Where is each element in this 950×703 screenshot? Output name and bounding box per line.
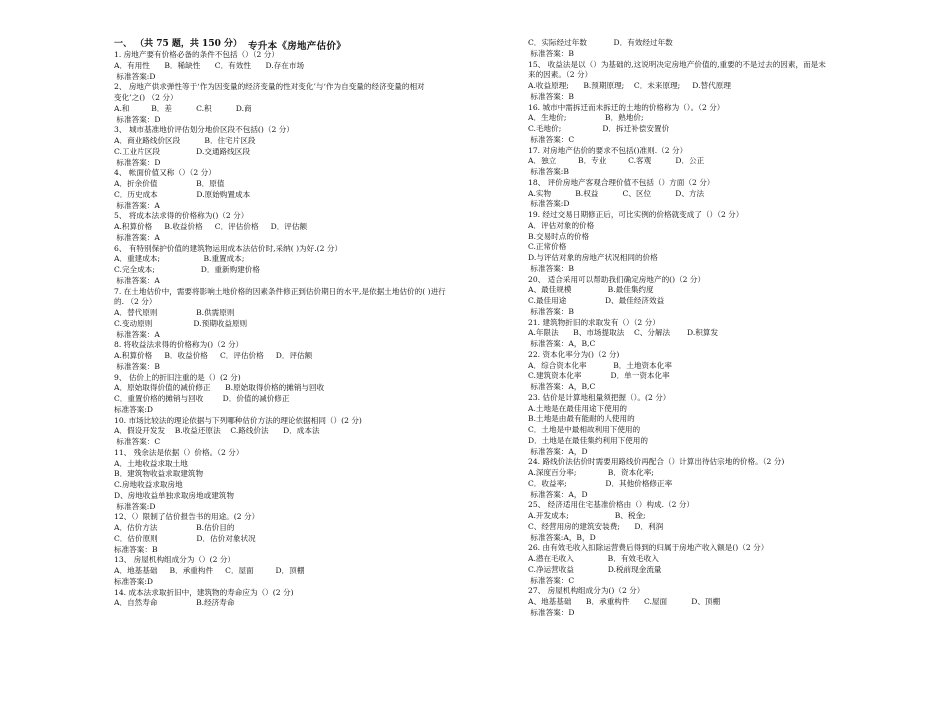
question-line: A、最佳规模 B.最佳集约度 [528, 285, 654, 295]
question-line: A．独立 B．专业 C.客观 D．公正 [528, 156, 705, 166]
right-question-list [528, 38, 848, 619]
question-line: 3、 城市基准地价评估划分地价区段不包括()（2 分） [114, 125, 294, 135]
right-column [528, 38, 848, 619]
question-line: A．原始取得价值的减价修正 B.原始取得价格的摊销与回收 [114, 383, 325, 393]
question-line: A．生地价; B．熟地价; [528, 113, 644, 123]
answer-line: 标准答案：D [528, 607, 575, 617]
question-line: A.深度百分率; B．资本化率; [528, 468, 654, 477]
answer-line: 标准答案：D [114, 114, 161, 124]
question-line: 23. 估价是计算地租量须把握（）。(2 分） [528, 392, 671, 402]
question-line: 14. 成本法求取折旧中，建筑物的寿命应为（）(2 分) [114, 587, 294, 597]
question-line: 13、 房屋机构组成分为（）(2 分） [114, 555, 236, 565]
answer-line: 标准答案:D [114, 576, 154, 586]
answer-line: 标准答案：B [528, 306, 574, 316]
question-line: A．折余价值 B．原值 [114, 179, 225, 188]
answer-line: 标准答案：B [528, 48, 574, 58]
question-line: C．实际经过年数 D．有效经过年数 [528, 38, 673, 47]
question-line: C.最佳用途 D、最佳经济效益 [528, 296, 665, 305]
answer-line: 标准答案:B [528, 167, 569, 176]
question-line: C.工业片区段 D.交通路线区段 [114, 146, 250, 156]
question-line: B．建筑物收益求取建筑物 [114, 469, 204, 479]
question-line: A.和 B．差 C.积 D.商 [114, 103, 252, 113]
question-line: C．重置价格的摊销与回收 D．价值的减价修正 [114, 394, 290, 403]
question-line: 22. 资本化率分为()（2 分) [528, 349, 620, 359]
answer-line: 标准答案：A，D [528, 446, 588, 456]
question-line: A．自然寿命 B.经济寿命 [114, 598, 235, 608]
question-line: 4、 帐面价值又称（）（2 分） [114, 168, 216, 178]
question-line: A.潜在毛收入 B．有效毛收入 [528, 554, 659, 563]
answer-line: 标准答案：B [114, 544, 158, 554]
answer-line: 标准答案：A [114, 329, 160, 339]
question-line: A．替代原则 B.供需原则 [114, 308, 235, 317]
question-line: 16. 城市中需拆迁而未拆迁的土地的价格称为（）。（2 分） [528, 102, 725, 112]
question-line: B.土地是由最有能耐的人使用的 [528, 414, 635, 424]
question-line: A、地基基础 B．承重构件 C.屋面 D、顶棚 [528, 597, 721, 606]
question-line: 12、（）限制了估价报告书的用途。(2 分） [114, 512, 260, 522]
answer-line: 标准答案：A [114, 200, 160, 210]
question-line: A.年限法 B、市场提取法 C、分解法 D.积算发 [528, 328, 719, 338]
question-line: A．综合资本化率 B．土地资本化率 [528, 360, 672, 370]
question-line: 18、 评价房地产客观合理价值不包括（）方面（2 分） [528, 177, 715, 187]
question-line: A.积算价格 B．收益价格 C．评估价格 D．评估额 [114, 351, 313, 360]
answer-line: 标准答案：D [114, 157, 161, 167]
question-line: 26. 由有效毛收入扣除运营费后得到的归属于房地产收入额是()（2 分） [528, 543, 769, 553]
question-line: B.交易时点的价格 [528, 231, 590, 241]
section-header: 一、 （共 75 题，共 150 分） [114, 39, 242, 49]
question-line: D.与评估对象的房地产状况相同的价格 [528, 253, 658, 262]
question-line: 17. 对房地产估价的要求不包括()准则.（2 分） [528, 145, 688, 155]
question-line: A．评估对象的价格 [528, 220, 595, 230]
question-line: A．商业路线价区段 B．住宅片区段 [114, 136, 256, 145]
answer-line: 标准答案：A [114, 232, 160, 242]
answer-line: 标准答案:D [114, 501, 156, 511]
question-line: 9、 估价上的折旧注重的是（）(2 分) [114, 372, 241, 382]
question-line: D．土地是在最佳集约利用下使用的 [528, 435, 648, 445]
question-line: C.建筑资本化率 D．单一资本化率 [528, 371, 670, 381]
question-line: 27、 房屋机构组成分为()（2 分） [528, 586, 645, 596]
question-line: 10. 市场比较法的理论依据与下列哪种估价方法的理论依据相同（）(2 分) [114, 415, 362, 425]
answer-line: 标准答案:D [114, 71, 156, 81]
question-line: 的. （2 分） [114, 297, 157, 307]
answer-line: 标准答案：C [528, 575, 575, 585]
question-line: 8. 将收益法求得的价格称为()（2 分） [114, 340, 244, 350]
answer-line: 标准答案：A，B,C [528, 339, 596, 348]
answer-line: 标准答案：C [114, 437, 161, 446]
answer-line: 标准答案：C [528, 134, 575, 144]
left-column [114, 38, 506, 609]
answer-line: 标准答案：A，D [528, 489, 588, 499]
question-line: C．土地是中最相故利用下使用的 [528, 425, 641, 434]
question-line: C.房地收益求取房地 [114, 480, 183, 489]
question-line: C．收益率; D．其他价格修正率 [528, 478, 673, 488]
question-line: 5、 将成本法求得的价格称为()（2 分） [114, 211, 249, 221]
question-line: 2、 房地产供求弹性等于‘作为因变量的经济变量的性对变化’与‘作为自变量的经济变量的相对 [114, 82, 425, 92]
answer-line: 标准答案:D [528, 199, 570, 209]
question-line: A．估价方法 B.估价目的 [114, 523, 235, 532]
question-line: 25、 经济适用住宅基准价格由（）构成.（2 分） [528, 500, 695, 510]
question-line: D、房地收益单独求取房地或建筑物 [114, 490, 234, 500]
question-line: 24. 路线价法估价时需要用路线价再配合（）计算出待估宗地的价格。（2 分) [528, 457, 785, 467]
question-line: A．假设开发发 B.收益还原法 C.路线价法 D．成本法 [114, 426, 320, 436]
question-line: C．估价原则 D．估价对象状况 [114, 533, 256, 543]
question-line: 15、 收益法是以（）为基础的,这说明决定房地产价值的,重要的不是过去的因素，而是未 [528, 59, 826, 69]
question-line: A．土地收益求取土地 [114, 458, 188, 468]
question-line: 21. 建筑物折旧的求取发有（）（2 分） [528, 317, 660, 327]
question-line: 7. 在土地估价中，需要将影响土地价格的因素条件修正到估价期日的水平,是依据土地估价的( )进行 [114, 286, 446, 296]
question-line: A.土地是在最佳用途下使用的 [528, 403, 628, 413]
question-line: A.收益原理; B.预期原理; C．未来原理; D.替代原理 [528, 81, 731, 90]
question-line: 20、 适合采用可以帮助我们确定房地产的()（2 分） [528, 274, 706, 284]
answer-line: 标准答案：A，B,C [528, 382, 596, 391]
question-line: C.完全成本; D．重新购建价格 [114, 265, 260, 274]
question-line: A.实物 B.权益 C、区位 D、方法 [528, 188, 705, 198]
question-line: A．重建成本; B.重置成本; [114, 254, 245, 264]
answer-line: 标准答案：B [528, 263, 574, 273]
question-line: C、经营用房的建筑安装费; D．利润 [528, 521, 664, 531]
left-question-list [114, 50, 506, 609]
question-line: C.净运营收益 D.税前现金流量 [528, 564, 662, 574]
question-line: A.积算价格 B.收益价格 C．评估价格 D．评估额 [114, 222, 308, 231]
question-line: 来的因素。（2 分） [528, 70, 593, 80]
question-line: C.正常价格 [528, 242, 567, 252]
question-line: C．历史成本 D.原始购置成本 [114, 189, 251, 199]
question-line: 1. 房地产要有价格必备的条件不包括（）（2 分） [114, 50, 279, 59]
answer-line: 标准答案:D [114, 404, 154, 414]
question-line: 11、 残余法是依据（）价格。（2 分） [114, 447, 244, 457]
answer-line: 标准答案：B [528, 91, 574, 101]
question-line: A．有用性 B．稀缺性 C．有效性 D.存在市场 [114, 60, 305, 70]
question-line: A．地基基础 B．承重构件 C．屋面 D．顶棚 [114, 566, 305, 575]
question-line: C.毛地价; D．拆迁补偿安置价 [528, 124, 670, 133]
question-line: 变化’之() （2 分） [114, 93, 178, 102]
answer-line: 标准答案：B [114, 361, 160, 371]
answer-line: 标准答案:A，B，D [528, 532, 596, 542]
question-line: C.变动原则 D.预期收益原则 [114, 318, 248, 328]
question-line: 19. 经过交易日期修正后，可比实例的价格就变成了（）（2 分） [528, 210, 744, 219]
document-title: 专升本《房地产估价》 [248, 41, 347, 52]
question-line: A.开发成本; B、税金; [528, 511, 646, 520]
question-line: 6、 有特别保护价值的建筑物运用成本法估价时,采纳( )为好.(2 分） [114, 243, 343, 253]
answer-line: 标准答案：A [114, 275, 160, 285]
